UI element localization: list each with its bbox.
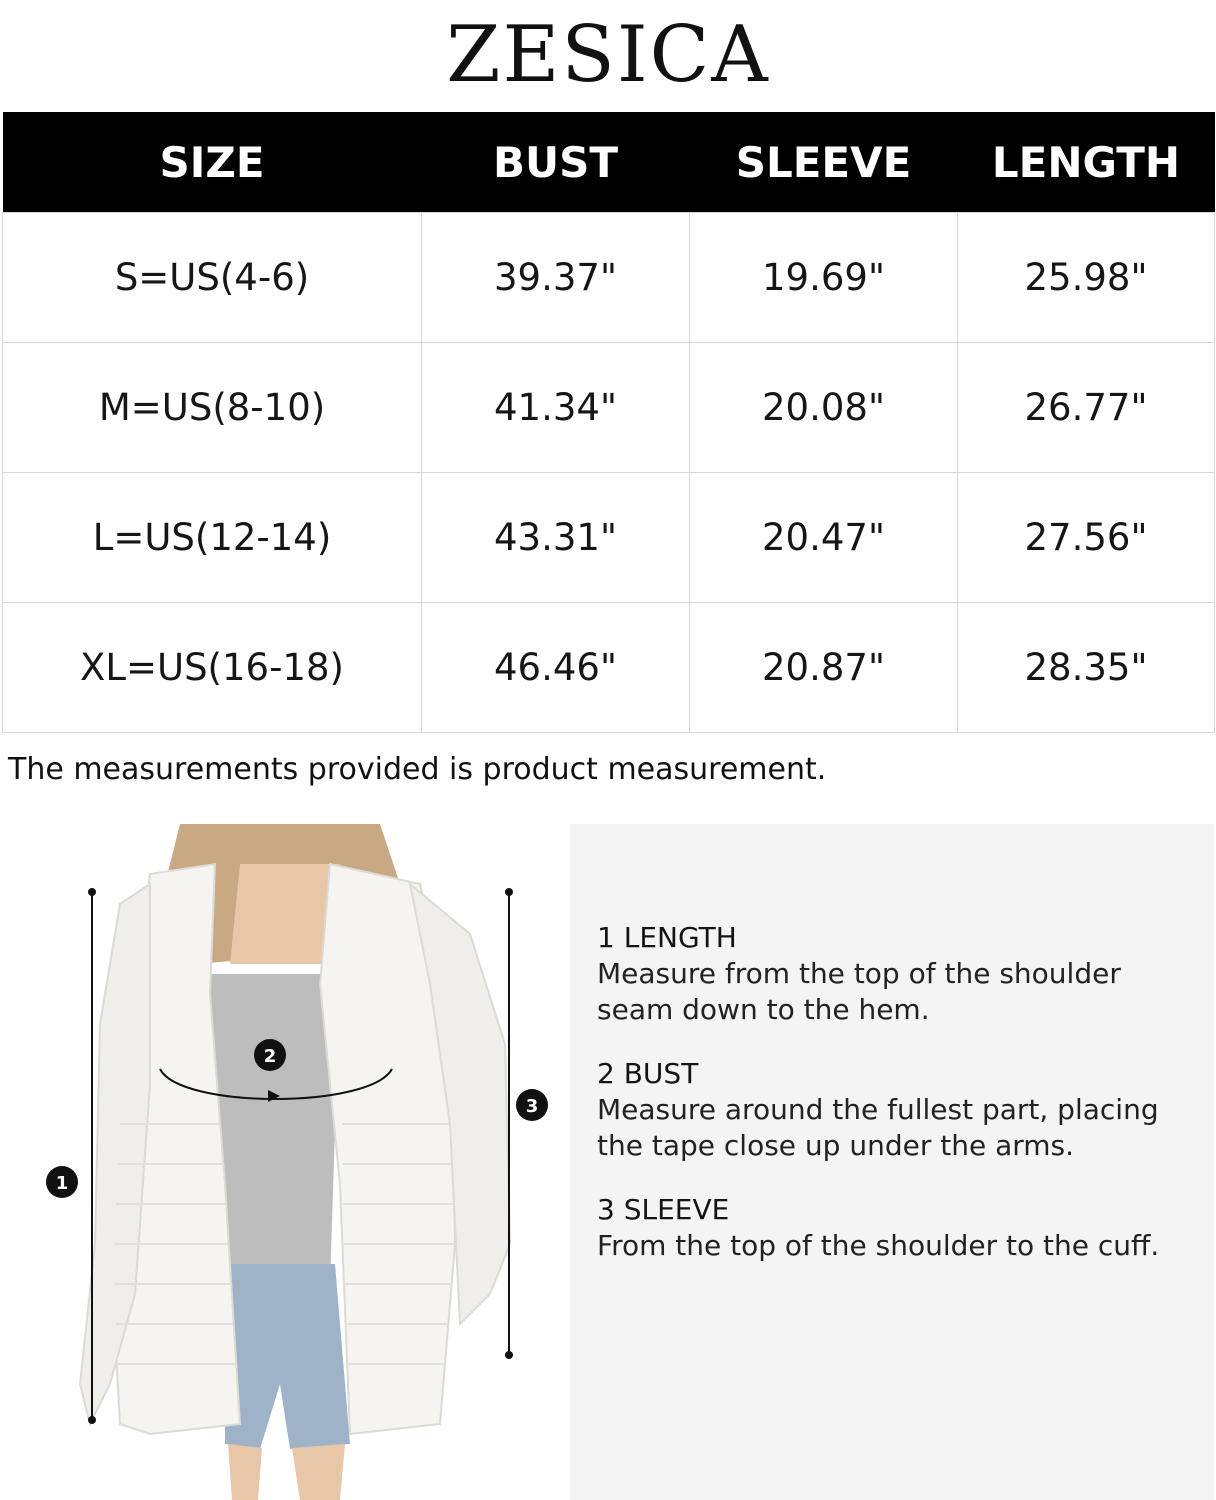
guide-title-length: 1 LENGTH <box>597 921 737 954</box>
measurement-note: The measurements provided is product measurement. <box>8 752 827 787</box>
cell-size: S=US(4-6) <box>3 213 422 343</box>
header-length: LENGTH <box>958 112 1215 213</box>
cell-sleeve: 20.08" <box>690 343 958 473</box>
cell-length: 26.77" <box>958 343 1215 473</box>
cell-bust: 39.37" <box>422 213 690 343</box>
table-row <box>3 213 1215 343</box>
guide-desc-length-line1: Measure from the top of the shoulder <box>597 957 1121 990</box>
header-bust: BUST <box>422 112 690 213</box>
header-size: SIZE <box>3 112 422 213</box>
guide-item-bust <box>597 1056 1197 1164</box>
guide-title-sleeve: 3 SLEEVE <box>597 1193 730 1226</box>
cell-sleeve: 19.69" <box>690 213 958 343</box>
marker-3-label: 3 <box>525 1096 539 1117</box>
guide-desc-sleeve-line1: From the top of the shoulder to the cuff. <box>597 1229 1160 1262</box>
sleeve-guide-top-dot <box>505 888 513 896</box>
length-guide-top-dot <box>88 888 96 896</box>
marker-1 <box>46 1166 78 1198</box>
sleeve-guide-bottom-dot <box>505 1351 513 1359</box>
cell-length: 27.56" <box>958 473 1215 603</box>
table-row <box>3 343 1215 473</box>
length-guide-bottom-dot <box>88 1416 96 1424</box>
size-chart-table <box>2 112 1215 733</box>
cell-length: 25.98" <box>958 213 1215 343</box>
cell-sleeve: 20.47" <box>690 473 958 603</box>
leg-right <box>292 1444 345 1500</box>
measurement-guide <box>570 824 1214 1500</box>
guide-desc-bust-line1: Measure around the fullest part, placing <box>597 1093 1159 1126</box>
guide-item-length <box>597 920 1197 1028</box>
cell-size: M=US(8-10) <box>3 343 422 473</box>
guide-item-sleeve <box>597 1192 1197 1264</box>
cell-sleeve: 20.87" <box>690 603 958 733</box>
marker-3 <box>516 1089 548 1121</box>
cell-size: L=US(12-14) <box>3 473 422 603</box>
guide-title-bust: 2 BUST <box>597 1057 699 1090</box>
product-photo <box>0 824 570 1500</box>
cell-bust: 43.31" <box>422 473 690 603</box>
table-row <box>3 603 1215 733</box>
leg-left <box>228 1444 262 1500</box>
table-header-row <box>3 112 1215 213</box>
brand-logo: ZESICA <box>446 10 770 100</box>
shorts-shape <box>225 1264 350 1449</box>
cell-size: XL=US(16-18) <box>3 603 422 733</box>
cell-length: 28.35" <box>958 603 1215 733</box>
table-row <box>3 473 1215 603</box>
cell-bust: 41.34" <box>422 343 690 473</box>
cell-bust: 46.46" <box>422 603 690 733</box>
cardigan-illustration <box>0 824 570 1500</box>
header-sleeve: SLEEVE <box>690 112 958 213</box>
marker-1-label: 1 <box>55 1173 69 1194</box>
marker-2-label: 2 <box>263 1046 277 1067</box>
guide-desc-bust-line2: the tape close up under the arms. <box>597 1129 1075 1162</box>
marker-2 <box>254 1039 286 1071</box>
guide-desc-length-line2: seam down to the hem. <box>597 993 930 1026</box>
